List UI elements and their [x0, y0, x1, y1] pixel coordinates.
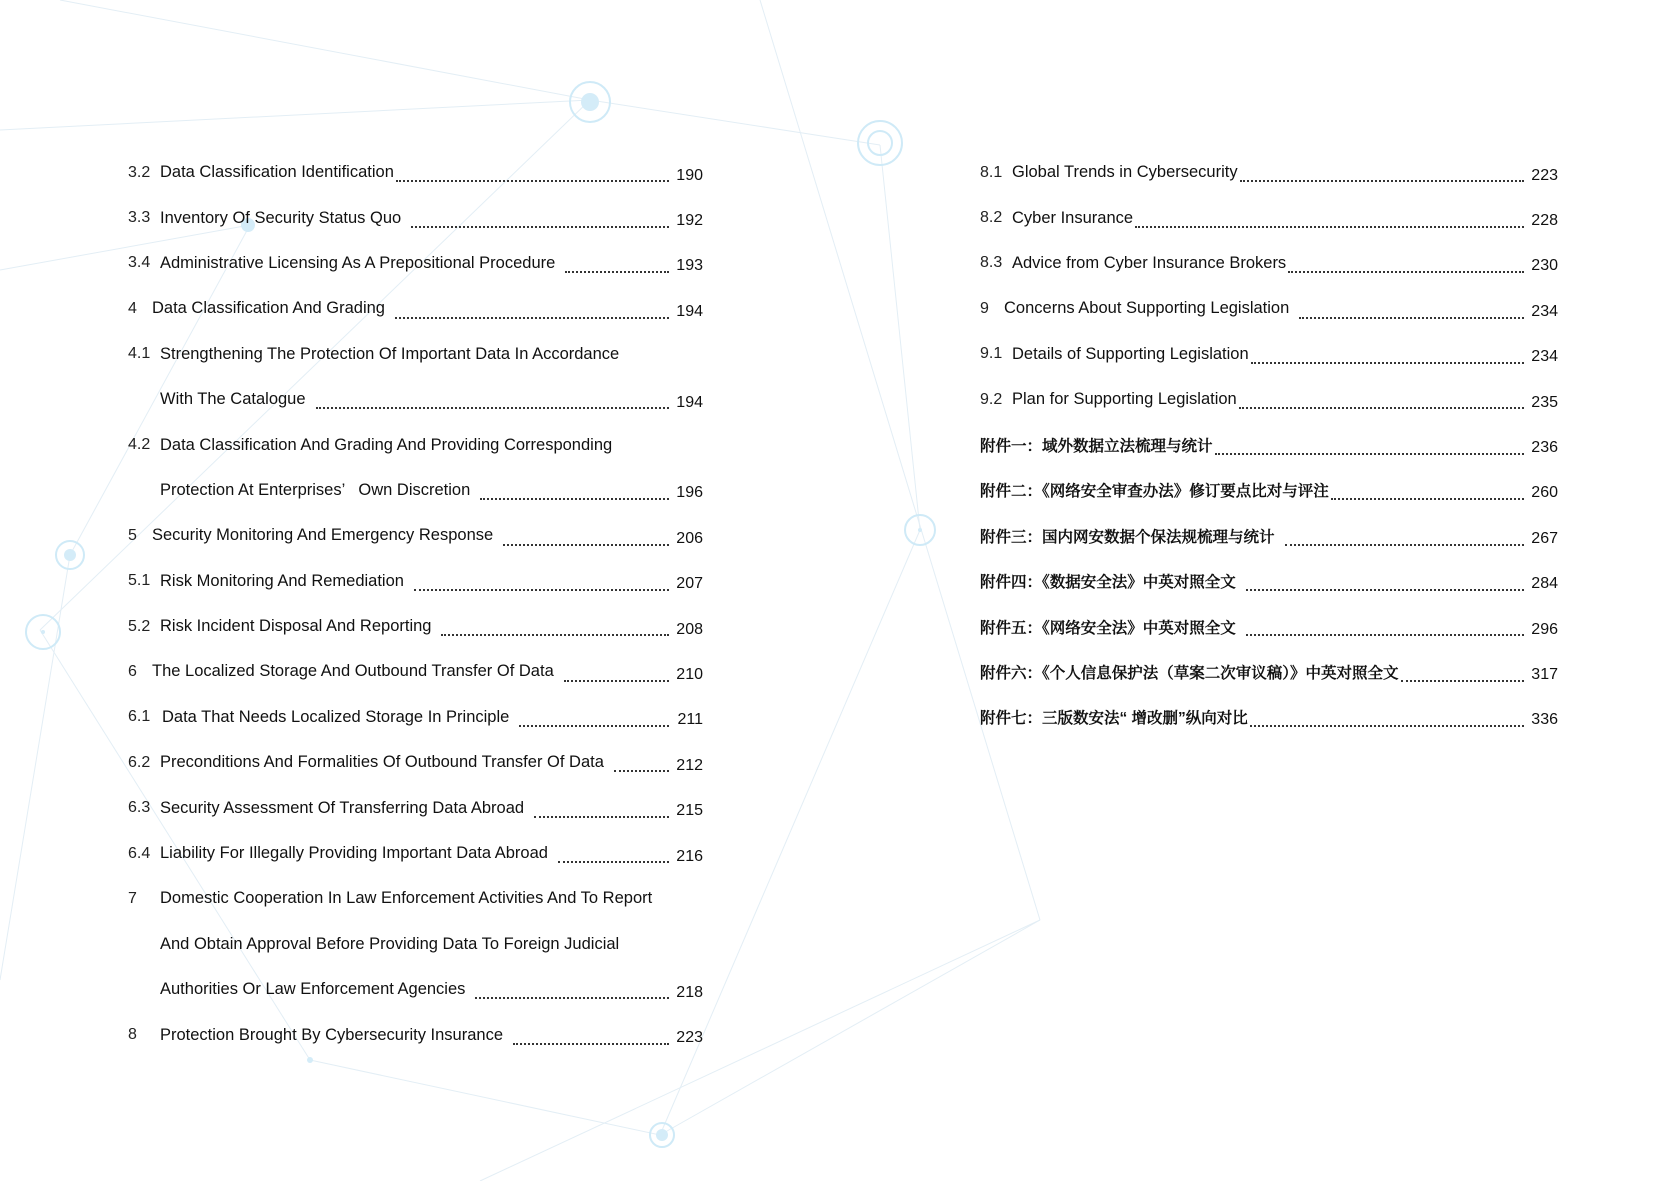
dot-leader: [1246, 634, 1524, 636]
section-number: 9.1: [980, 345, 1003, 363]
section-title: Data Classification And Grading And Providing Corresponding: [160, 435, 613, 454]
section-title: Global Trends in Cybersecurity: [1012, 163, 1238, 182]
dot-leader: [441, 634, 669, 636]
section-title: Cyber Insurance: [1012, 208, 1134, 227]
section-number: 8.3: [980, 254, 1003, 272]
toc-right-column: [980, 150, 1558, 740]
section-number: 6: [128, 662, 137, 680]
section-title: Protection Brought By Cybersecurity Insurance: [160, 1025, 503, 1044]
toc-entry[interactable]: [128, 649, 703, 694]
toc-entry[interactable]: [128, 332, 703, 377]
dot-leader: [395, 317, 669, 319]
dot-leader: [1251, 362, 1524, 364]
dot-leader: [1250, 725, 1524, 727]
appendix-title: 附件一：域外数据立法梳理与统计: [980, 438, 1213, 456]
dot-leader: [1288, 271, 1524, 273]
dot-leader: [411, 226, 669, 228]
dot-leader: [414, 589, 669, 591]
dot-leader: [1135, 226, 1524, 228]
page-number: 336: [1531, 711, 1558, 729]
section-number: 5: [128, 526, 137, 544]
page-number: 193: [676, 257, 703, 275]
section-title: Liability For Illegally Providing Important Data Abroad: [160, 844, 548, 863]
dot-leader: [1239, 407, 1524, 409]
dot-leader: [316, 407, 669, 409]
page-number: 234: [1531, 348, 1558, 366]
page-number: 230: [1531, 257, 1558, 275]
page-number: 223: [1531, 166, 1558, 184]
page-number: 236: [1531, 439, 1558, 457]
section-number: 4.2: [128, 436, 151, 454]
page-number: 317: [1531, 665, 1558, 683]
page-number: 194: [676, 393, 703, 411]
page-number: 234: [1531, 302, 1558, 320]
section-number: 8.1: [980, 163, 1003, 181]
page-number: 207: [676, 575, 703, 593]
section-number: 8: [128, 1026, 137, 1044]
section-title: Administrative Licensing As A Prepositional Procedure: [160, 253, 556, 272]
page-number: 190: [676, 166, 703, 184]
toc-entry[interactable]: [980, 241, 1558, 286]
appendix-title: 附件七：三版数安法“ 增改删”纵向对比: [980, 710, 1248, 728]
toc-entry-appendix[interactable]: [980, 468, 1558, 513]
page-number: 211: [677, 711, 703, 729]
toc-entry[interactable]: [128, 422, 703, 467]
section-title: Data Classification Identification: [160, 163, 394, 182]
toc-entry-appendix[interactable]: [980, 513, 1558, 558]
section-title: Plan for Supporting Legislation: [1012, 390, 1237, 409]
dot-leader: [480, 498, 669, 500]
page-number: 210: [676, 665, 703, 683]
section-number: 6.2: [128, 753, 151, 771]
dot-leader: [396, 180, 669, 182]
dot-leader: [564, 680, 669, 682]
dot-leader: [1240, 180, 1524, 182]
dot-leader: [519, 725, 669, 727]
toc-entry[interactable]: [128, 150, 703, 195]
toc-entry-continuation[interactable]: [128, 967, 703, 1012]
section-number: 3.4: [128, 254, 151, 272]
section-number: 7: [128, 889, 137, 907]
dot-leader: [614, 770, 669, 772]
toc-entry[interactable]: [128, 604, 703, 649]
section-title: Domestic Cooperation In Law Enforcement Activities And To Report: [160, 889, 653, 908]
dot-leader: [565, 271, 669, 273]
section-title: Strengthening The Protection Of Important Data In Accordance: [160, 344, 620, 363]
dot-leader: [534, 816, 669, 818]
dot-leader: [513, 1043, 669, 1045]
page-number: 215: [676, 802, 703, 820]
toc-entry[interactable]: [128, 559, 703, 604]
toc-entry-continuation[interactable]: [128, 377, 703, 422]
dot-leader: [1401, 680, 1524, 682]
page-number: 218: [676, 983, 703, 1001]
toc-entry-appendix[interactable]: [980, 695, 1558, 740]
toc-entry[interactable]: [980, 150, 1558, 195]
toc-entry[interactable]: [128, 785, 703, 830]
section-number: 3.2: [128, 163, 151, 181]
dot-leader: [1331, 498, 1524, 500]
toc-entry-appendix[interactable]: [980, 604, 1558, 649]
toc-entry-appendix[interactable]: [980, 422, 1558, 467]
section-number: 4: [128, 299, 137, 317]
toc-entry[interactable]: [980, 332, 1558, 377]
dot-leader: [475, 997, 669, 999]
appendix-title: 附件三：国内网安数据个保法规梳理与统计: [980, 528, 1275, 546]
section-number: 4.1: [128, 345, 151, 363]
section-number: 5.2: [128, 617, 151, 635]
section-number: 9.2: [980, 390, 1003, 408]
section-number: 5.1: [128, 572, 151, 590]
section-number: 8.2: [980, 209, 1003, 227]
dot-leader: [1246, 589, 1524, 591]
toc-entry-appendix[interactable]: [980, 559, 1558, 604]
dot-leader: [558, 861, 669, 863]
toc-entry[interactable]: [128, 695, 703, 740]
section-title: Data Classification And Grading: [152, 299, 385, 318]
dot-leader: [1215, 453, 1524, 455]
page-number: 192: [676, 212, 703, 230]
toc-left-column: [128, 150, 703, 1058]
section-title: Inventory Of Security Status Quo: [160, 208, 402, 227]
dot-leader: [503, 544, 669, 546]
section-title: Preconditions And Formalities Of Outbound Transfer Of Data: [160, 753, 604, 772]
section-title: Security Monitoring And Emergency Response: [152, 526, 494, 545]
appendix-title: 附件四：《数据安全法》中英对照全文: [980, 574, 1236, 592]
section-title: Risk Monitoring And Remediation: [160, 571, 404, 590]
dot-leader: [1299, 317, 1524, 319]
page-number: 284: [1531, 575, 1558, 593]
page-number: 196: [676, 484, 703, 502]
page-number: 206: [676, 529, 703, 547]
toc-entry[interactable]: [980, 195, 1558, 240]
toc-entry[interactable]: [128, 831, 703, 876]
page-number: 235: [1531, 393, 1558, 411]
toc-entry[interactable]: [128, 195, 703, 240]
section-number: 6.1: [128, 708, 151, 726]
section-title-continuation: And Obtain Approval Before Providing Data To Foreign Judicial: [160, 934, 620, 953]
page-number: 267: [1531, 529, 1558, 547]
page-number: 228: [1531, 212, 1558, 230]
section-title: Concerns About Supporting Legislation: [1004, 299, 1290, 318]
page-number: 208: [676, 620, 703, 638]
dot-leader: [1285, 544, 1524, 546]
section-number: 3.3: [128, 209, 151, 227]
page-number: 296: [1531, 620, 1558, 638]
page-number: 216: [676, 847, 703, 865]
toc-entry[interactable]: [128, 876, 703, 921]
section-title: Details of Supporting Legislation: [1012, 344, 1249, 363]
toc-entry-continuation[interactable]: [128, 468, 703, 513]
toc-entry[interactable]: [128, 241, 703, 286]
toc-entry-appendix[interactable]: [980, 649, 1558, 694]
section-title: Advice from Cyber Insurance Brokers: [1012, 253, 1287, 272]
section-title-continuation: With The Catalogue: [160, 390, 306, 409]
page-number: 223: [676, 1029, 703, 1047]
section-number: 9: [980, 299, 989, 317]
toc-entry-continuation[interactable]: [128, 922, 703, 967]
section-title: Risk Incident Disposal And Reporting: [160, 617, 432, 636]
toc-entry[interactable]: [128, 513, 703, 558]
toc-entry[interactable]: [128, 740, 703, 785]
appendix-title: 附件五：《网络安全法》中英对照全文: [980, 619, 1236, 637]
page-number: 260: [1531, 484, 1558, 502]
toc-entry[interactable]: [980, 377, 1558, 422]
section-title-continuation: Protection At Enterprises’ Own Discretion: [160, 480, 471, 499]
page-number: 212: [676, 756, 703, 774]
appendix-title: 附件二：《网络安全审查办法》修订要点比对与评注: [980, 483, 1329, 501]
section-title-continuation: Authorities Or Law Enforcement Agencies: [160, 980, 466, 999]
section-number: 6.4: [128, 844, 151, 862]
appendix-title: 附件六：《个人信息保护法（草案二次审议稿）》中英对照全文: [980, 664, 1399, 682]
toc-entry[interactable]: [980, 286, 1558, 331]
section-title: The Localized Storage And Outbound Transfer Of Data: [152, 662, 554, 681]
section-number: 6.3: [128, 799, 151, 817]
section-title: Data That Needs Localized Storage In Principle: [162, 707, 510, 726]
page-number: 194: [676, 302, 703, 320]
toc-entry[interactable]: [128, 286, 703, 331]
toc-entry[interactable]: [128, 1012, 703, 1057]
section-title: Security Assessment Of Transferring Data Abroad: [160, 798, 525, 817]
